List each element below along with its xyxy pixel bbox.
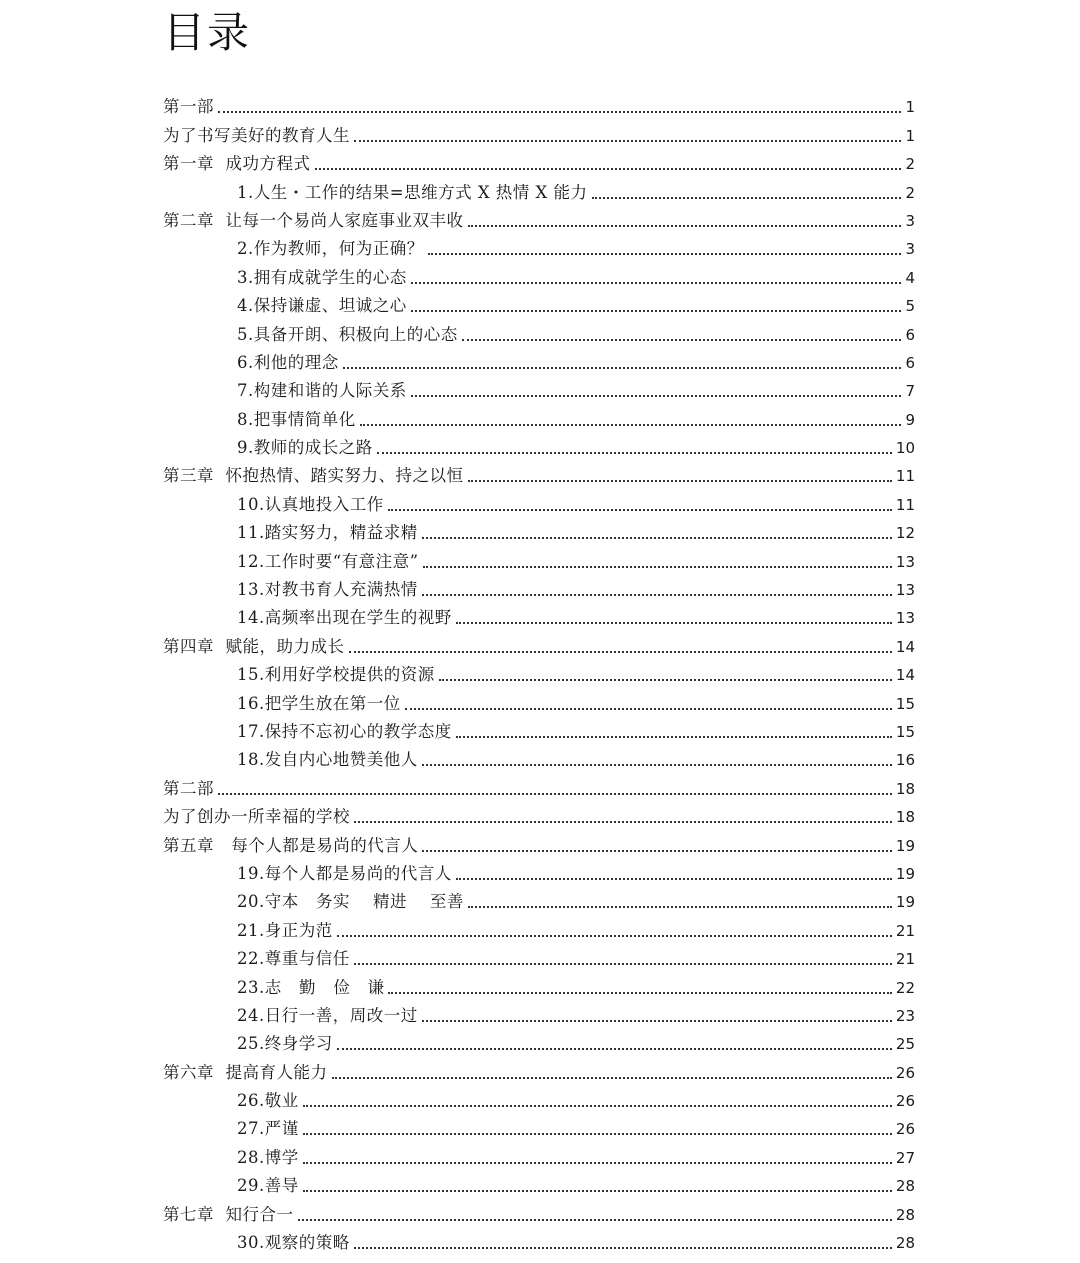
toc-page-number: 26 <box>895 1063 915 1082</box>
dot-leader <box>349 651 892 653</box>
toc-chapter-entry[interactable] <box>163 770 915 798</box>
toc-entry-title: 16.把学生放在第一位 <box>237 693 401 713</box>
toc-entry-title: 25.终身学习 <box>237 1034 333 1054</box>
toc-page-number: 13 <box>895 609 915 628</box>
dot-leader <box>218 793 892 795</box>
dot-leader <box>337 935 892 937</box>
toc-page-number: 19 <box>895 836 915 855</box>
dot-leader <box>354 963 892 965</box>
toc-page-number: 16 <box>895 751 915 770</box>
dot-leader <box>377 452 892 454</box>
toc-entry-title: 第四章 赋能，助力成长 <box>163 636 345 656</box>
dot-leader <box>422 850 892 852</box>
toc-entry-title: 19.每个人都是易尚的代言人 <box>237 863 452 883</box>
toc-entry-title: 第三章 怀抱热情、踏实努力、持之以恒 <box>163 466 464 486</box>
toc-section-entry[interactable] <box>163 259 915 287</box>
toc-chapter-entry[interactable] <box>163 799 915 827</box>
toc-section-entry[interactable] <box>163 373 915 401</box>
dot-leader <box>411 395 901 397</box>
dot-leader <box>218 111 901 113</box>
toc-page-number: 21 <box>895 921 915 940</box>
toc-page-number: 15 <box>895 694 915 713</box>
toc-entry-title: 12.工作时要“有意注意” <box>237 551 419 571</box>
toc-entry-title: 7.构建和谐的人际关系 <box>237 381 407 401</box>
toc-section-entry[interactable] <box>163 657 915 685</box>
toc-section-entry[interactable] <box>163 969 915 997</box>
toc-page-number: 13 <box>895 552 915 571</box>
toc-page-number: 28 <box>895 1177 915 1196</box>
toc-entry-title: 11.踏实努力，精益求精 <box>237 523 418 543</box>
toc-section-entry[interactable] <box>163 912 915 940</box>
toc-entry-title: 24.日行一善，周改一过 <box>237 1005 418 1025</box>
toc-entry-title: 21.身正为范 <box>237 920 333 940</box>
dot-leader <box>303 1133 892 1135</box>
toc-entry-title: 3.拥有成就学生的心态 <box>237 267 407 287</box>
toc-section-entry[interactable] <box>163 174 915 202</box>
table-of-contents <box>163 89 915 1253</box>
dot-leader <box>423 566 892 568</box>
toc-page-number: 3 <box>905 240 915 259</box>
toc-entry-title: 1.人生・工作的结果=思维方式 X 热情 X 能力 <box>237 182 588 202</box>
dot-leader <box>354 821 892 823</box>
toc-entry-title: 为了创办一所幸福的学校 <box>163 807 350 827</box>
page-title: 目录 <box>163 8 252 57</box>
toc-chapter-entry[interactable] <box>163 117 915 145</box>
toc-page-number: 15 <box>895 722 915 741</box>
toc-page-number: 1 <box>905 126 915 145</box>
dot-leader <box>298 1219 892 1221</box>
toc-section-entry[interactable] <box>163 1026 915 1054</box>
dot-leader <box>405 708 892 710</box>
toc-section-entry[interactable] <box>163 1168 915 1196</box>
toc-entry-title: 18.发自内心地赞美他人 <box>237 750 418 770</box>
toc-page-number: 7 <box>905 382 915 401</box>
toc-chapter-entry[interactable] <box>163 1196 915 1224</box>
toc-entry-title: 9.教师的成长之路 <box>237 438 373 458</box>
toc-section-entry[interactable] <box>163 486 915 514</box>
toc-entry-title: 23.志 勤 俭 谦 <box>237 977 385 997</box>
toc-chapter-entry[interactable] <box>163 203 915 231</box>
dot-leader <box>315 168 902 170</box>
toc-page-number: 5 <box>905 297 915 316</box>
toc-entry-title: 26.敬业 <box>237 1091 299 1111</box>
toc-entry-title: 6.利他的理念 <box>237 352 339 372</box>
toc-entry-title: 为了书写美好的教育人生 <box>163 125 350 145</box>
dot-leader <box>411 310 901 312</box>
toc-section-entry[interactable] <box>163 430 915 458</box>
toc-section-entry[interactable] <box>163 600 915 628</box>
toc-page-number: 21 <box>895 950 915 969</box>
dot-leader <box>422 594 892 596</box>
toc-page-number: 26 <box>895 1092 915 1111</box>
toc-entry-title: 第七章 知行合一 <box>163 1204 294 1224</box>
dot-leader <box>354 140 901 142</box>
toc-section-entry[interactable] <box>163 941 915 969</box>
toc-page-number: 18 <box>895 779 915 798</box>
dot-leader <box>592 197 901 199</box>
toc-entry-title: 第一章 成功方程式 <box>163 154 311 174</box>
toc-page-number: 11 <box>895 467 915 486</box>
toc-entry-title: 15.利用好学校提供的资源 <box>237 665 435 685</box>
dot-leader <box>303 1190 892 1192</box>
dot-leader <box>428 253 901 255</box>
toc-page-number: 4 <box>905 268 915 287</box>
toc-entry-title: 第二章 让每一个易尚人家庭事业双丰收 <box>163 210 464 230</box>
toc-page-number: 1 <box>905 98 915 117</box>
dot-leader <box>332 1077 892 1079</box>
toc-entry-title: 8.把事情简单化 <box>237 409 356 429</box>
dot-leader <box>468 906 892 908</box>
toc-section-entry[interactable] <box>163 543 915 571</box>
dot-leader <box>439 679 892 681</box>
toc-page-number: 9 <box>905 410 915 429</box>
toc-section-entry[interactable] <box>163 401 915 429</box>
dot-leader <box>468 225 902 227</box>
toc-page-number: 2 <box>905 155 915 174</box>
toc-chapter-entry[interactable] <box>163 146 915 174</box>
toc-entry-title: 第一部 <box>163 97 214 117</box>
dot-leader <box>422 764 892 766</box>
dot-leader <box>422 1020 892 1022</box>
toc-chapter-entry[interactable] <box>163 827 915 855</box>
dot-leader <box>354 1247 892 1249</box>
toc-entry-title: 17.保持不忘初心的教学态度 <box>237 721 452 741</box>
dot-leader <box>422 537 892 539</box>
toc-page-number: 27 <box>895 1148 915 1167</box>
dot-leader <box>343 367 901 369</box>
toc-section-entry[interactable] <box>163 1083 915 1111</box>
toc-entry-title: 29.善导 <box>237 1176 299 1196</box>
toc-entry-title: 28.博学 <box>237 1147 299 1167</box>
dot-leader <box>303 1162 892 1164</box>
dot-leader <box>456 736 892 738</box>
toc-entry-title: 22.尊重与信任 <box>237 949 350 969</box>
toc-entry-title: 2.作为教师，何为正确？ <box>237 239 424 259</box>
toc-page-number: 14 <box>895 666 915 685</box>
toc-page-number: 12 <box>895 524 915 543</box>
toc-entry-title: 第六章 提高育人能力 <box>163 1062 328 1082</box>
toc-section-entry[interactable] <box>163 685 915 713</box>
toc-chapter-entry[interactable] <box>163 628 915 656</box>
toc-entry-title: 20.守本 务实 精进 至善 <box>237 892 464 912</box>
toc-page-number: 28 <box>895 1234 915 1253</box>
toc-entry-title: 13.对教书育人充满热情 <box>237 580 418 600</box>
toc-entry-title: 4.保持谦虚、坦诚之心 <box>237 296 407 316</box>
toc-page-number: 18 <box>895 808 915 827</box>
toc-entry-title: 第五章 每个人都是易尚的代言人 <box>163 835 419 855</box>
toc-page-number: 10 <box>895 439 915 458</box>
toc-entry-title: 10.认真地投入工作 <box>237 494 384 514</box>
toc-section-entry[interactable] <box>163 345 915 373</box>
toc-section-entry[interactable] <box>163 288 915 316</box>
dot-leader <box>456 622 892 624</box>
toc-chapter-entry[interactable] <box>163 89 915 117</box>
toc-section-entry[interactable] <box>163 998 915 1026</box>
toc-section-entry[interactable] <box>163 1111 915 1139</box>
toc-section-entry[interactable] <box>163 515 915 543</box>
toc-page-number: 26 <box>895 1120 915 1139</box>
dot-leader <box>468 480 892 482</box>
toc-entry-title: 5.具备开朗、积极向上的心态 <box>237 324 458 344</box>
toc-page-number: 13 <box>895 581 915 600</box>
dot-leader <box>337 1048 892 1050</box>
toc-section-entry[interactable] <box>163 1225 915 1253</box>
toc-page-number: 19 <box>895 864 915 883</box>
toc-section-entry[interactable] <box>163 572 915 600</box>
toc-entry-title: 30.观察的策略 <box>237 1233 350 1253</box>
toc-page-number: 22 <box>895 978 915 997</box>
toc-section-entry[interactable] <box>163 714 915 742</box>
toc-page-number: 23 <box>895 1006 915 1025</box>
toc-page-number: 19 <box>895 893 915 912</box>
toc-section-entry[interactable] <box>163 856 915 884</box>
toc-entry-title: 27.严谨 <box>237 1119 299 1139</box>
toc-page-number: 2 <box>905 183 915 202</box>
dot-leader <box>388 992 891 994</box>
dot-leader <box>456 878 892 880</box>
toc-page-number: 28 <box>895 1205 915 1224</box>
toc-chapter-entry[interactable] <box>163 1054 915 1082</box>
toc-page-number: 25 <box>895 1035 915 1054</box>
toc-page-number: 3 <box>905 211 915 230</box>
toc-page-number: 14 <box>895 637 915 656</box>
toc-section-entry[interactable] <box>163 1139 915 1167</box>
toc-chapter-entry[interactable] <box>163 458 915 486</box>
toc-page-number: 6 <box>905 353 915 372</box>
dot-leader <box>360 424 901 426</box>
toc-page-number: 6 <box>905 325 915 344</box>
dot-leader <box>388 509 892 511</box>
dot-leader <box>411 282 901 284</box>
toc-section-entry[interactable] <box>163 884 915 912</box>
toc-page-number: 11 <box>895 495 915 514</box>
dot-leader <box>303 1105 892 1107</box>
toc-section-entry[interactable] <box>163 742 915 770</box>
toc-entry-title: 第二部 <box>163 778 214 798</box>
toc-section-entry[interactable] <box>163 231 915 259</box>
toc-entry-title: 14.高频率出现在学生的视野 <box>237 608 452 628</box>
toc-section-entry[interactable] <box>163 316 915 344</box>
dot-leader <box>462 339 901 341</box>
